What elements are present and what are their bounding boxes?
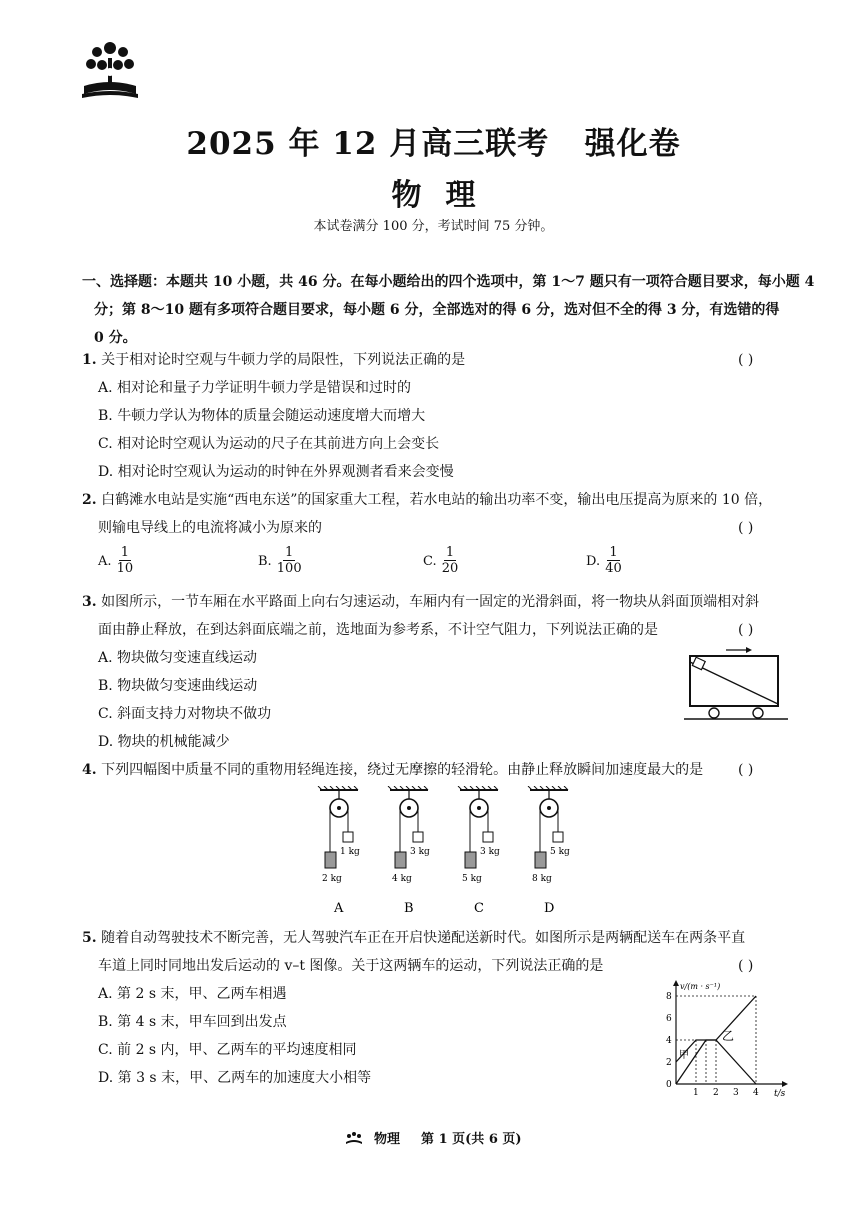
publisher-logo: [80, 38, 140, 102]
q4-stem: [82, 760, 703, 780]
q5-stem-2: 车道上同时同地出发后运动的 v–t 图像。关于这两辆车的运动，下列说法正确的是: [98, 958, 604, 974]
q2-option-b: [258, 545, 302, 576]
pulley-c-small-mass: 3 kg: [480, 847, 500, 857]
velocity-arrow-head: [746, 647, 752, 653]
subject-title: 物理: [391, 178, 500, 213]
q1-text: 关于相对论时空观与牛顿力学的局限性，下列说法正确的是: [101, 352, 466, 368]
q1-number: 1.: [82, 352, 97, 368]
q5-answer-bracket: ( ): [738, 958, 754, 974]
q3-carriage-figure: [684, 644, 790, 728]
q5-stem-1: [82, 928, 745, 948]
pulley-d-small-mass: 5 kg: [550, 847, 570, 857]
exam-title: 2025 年 12 月高三联考 强化卷: [186, 126, 681, 162]
pulley-c-big-mass: 5 kg: [462, 874, 482, 884]
q1-option-a: A. 相对论和量子力学证明牛顿力学是错误和过时的: [98, 380, 412, 396]
y-axis-label: v/(m · s⁻¹): [680, 982, 721, 991]
q2-stem-2: 则输电导线上的电流将减小为原来的: [98, 520, 322, 536]
q2-option-c-label: C.: [423, 554, 437, 569]
right-wheel: [753, 708, 763, 718]
q2-option-a-label: A.: [98, 554, 112, 569]
y-axis-arrow: [673, 980, 679, 986]
q2-option-d: [586, 545, 622, 576]
q2-answer-bracket: ( ): [738, 520, 754, 536]
q3-number: 3.: [82, 594, 97, 610]
q1-option-b: B. 牛顿力学认为物体的质量会随运动速度增大而增大: [98, 408, 426, 424]
q2-b-numerator: 1: [285, 545, 294, 560]
incline-surface: [690, 662, 778, 704]
q5-option-d: D. 第 3 s 末，甲、乙两车的加速度大小相等: [98, 1070, 372, 1086]
pulley-d-label: D: [544, 901, 555, 916]
q1-option-c: C. 相对论时空观认为运动的尺子在其前进方向上会变长: [98, 436, 440, 452]
q3-stem-1: [82, 592, 759, 612]
q2-option-c: [423, 545, 458, 576]
left-wheel: [709, 708, 719, 718]
q3-option-a: A. 物块做匀变速直线运动: [98, 650, 258, 666]
q2-option-a: [98, 545, 133, 576]
q5-text-1: 随着自动驾驶技术不断完善，无人驾驶汽车正在开启快递配送新时代。如图所示是两辆配送车在两条平直: [101, 930, 746, 946]
section-line-2: 分；第 8～10 题有多项符合题目要求，每小题 6 分，全部选对的得 6 分，选对但不全的得 3 分，有选错的得: [94, 302, 780, 318]
x-tick-label-2: 2: [713, 1088, 719, 1098]
q1-stem: [82, 350, 465, 370]
q2-number: 2.: [82, 492, 97, 508]
q2-text-1: 白鹤滩水电站是实施“西电东送”的国家重大工程，若水电站的输出功率不变，输出电压提高为原来的 10 倍，: [101, 492, 773, 508]
x-tick-label-1: 1: [693, 1088, 699, 1098]
q4-answer-bracket: ( ): [738, 762, 754, 778]
q3-option-b: B. 物块做匀变速曲线运动: [98, 678, 258, 694]
q4-number: 4.: [82, 762, 97, 778]
q3-answer-bracket: ( ): [738, 622, 754, 638]
q4-pulley-diagrams: [312, 786, 582, 920]
pulley-b-label: B: [404, 901, 414, 916]
pulley-a-label: A: [334, 901, 344, 916]
q3-text-1: 如图所示，一节车厢在水平路面上向右匀速运动，车厢内有一固定的光滑斜面，将一物块从斜面顶端相对斜: [101, 594, 760, 610]
q3-option-c: C. 斜面支持力对物块不做功: [98, 706, 272, 722]
q5-vt-chart: [660, 980, 790, 1104]
q2-option-d-fraction: [605, 545, 622, 576]
y-tick-label-6: 6: [666, 1014, 672, 1024]
pulley-b-small-mass: 3 kg: [410, 847, 430, 857]
pulley-a-big-mass: 2 kg: [322, 874, 342, 884]
q2-c-denominator: 20: [441, 561, 459, 576]
q2-stem-1: [82, 490, 772, 510]
q5-number: 5.: [82, 930, 97, 946]
y-tick-label-8: 8: [666, 992, 672, 1002]
q2-option-b-fraction: [277, 545, 302, 576]
footer-page: 第 1 页(共 6 页): [421, 1132, 522, 1147]
section-line-1: 一、选择题：本题共 10 小题，共 46 分。在每小题给出的四个选项中，第 1～7 题只有一项符合题目要求，每小题 4: [82, 274, 815, 290]
pulley-b-big-mass: 4 kg: [392, 874, 412, 884]
q1-option-d: D. 相对论时空观认为运动的时钟在外界观测者看来会变慢: [98, 464, 454, 480]
q2-d-numerator: 1: [609, 545, 618, 560]
x-axis-label: t/s: [774, 1089, 786, 1099]
q2-b-denominator: 100: [276, 561, 302, 576]
q5-option-c: C. 前 2 s 内，甲、乙两车的平均速度相同: [98, 1042, 357, 1058]
pulley-c-label: C: [474, 901, 484, 916]
x-axis-arrow: [782, 1081, 788, 1087]
q5-option-b: B. 第 4 s 末，甲车回到出发点: [98, 1014, 287, 1030]
q2-option-c-fraction: [442, 545, 459, 576]
section-instructions: [82, 268, 815, 352]
q3-stem-2: 面由静止释放，在到达斜面底端之前，选地面为参考系，不计空气阻力，下列说法正确的是: [98, 622, 658, 638]
q2-d-denominator: 40: [605, 561, 622, 576]
pulley-d-big-mass: 8 kg: [532, 874, 552, 884]
q2-c-numerator: 1: [445, 545, 455, 560]
q2-option-b-label: B.: [258, 554, 272, 569]
q2-a-denominator: 10: [116, 561, 134, 576]
y-tick-label-0: 0: [666, 1080, 672, 1090]
x-tick-label-3: 3: [733, 1088, 739, 1098]
q3-option-d: D. 物块的机械能减少: [98, 734, 230, 750]
q5-option-a: A. 第 2 s 末，甲、乙两车相遇: [98, 986, 287, 1002]
footer-logo-icon: [345, 1131, 363, 1145]
y-tick-label-4: 4: [666, 1036, 672, 1046]
q2-option-a-fraction: [117, 545, 134, 576]
footer-subject: 物理: [373, 1132, 400, 1147]
page-footer: [0, 1128, 867, 1147]
q2-a-numerator: 1: [120, 545, 130, 560]
series-label-yi: 乙: [722, 1029, 735, 1043]
q2-option-d-label: D.: [586, 554, 601, 569]
x-tick-label-4: 4: [753, 1088, 759, 1098]
q4-text: 下列四幅图中质量不同的重物用轻绳连接，绕过无摩擦的轻滑轮。由静止释放瞬间加速度最大的是: [101, 762, 704, 778]
exam-note: 本试卷满分 100 分，考试时间 75 分钟。: [313, 219, 554, 234]
y-tick-label-2: 2: [666, 1058, 672, 1068]
series-label-jia: 甲: [679, 1050, 689, 1061]
section-line-3: 0 分。: [94, 330, 137, 346]
q1-answer-bracket: ( ): [738, 352, 754, 368]
pulley-a-small-mass: 1 kg: [340, 847, 360, 857]
